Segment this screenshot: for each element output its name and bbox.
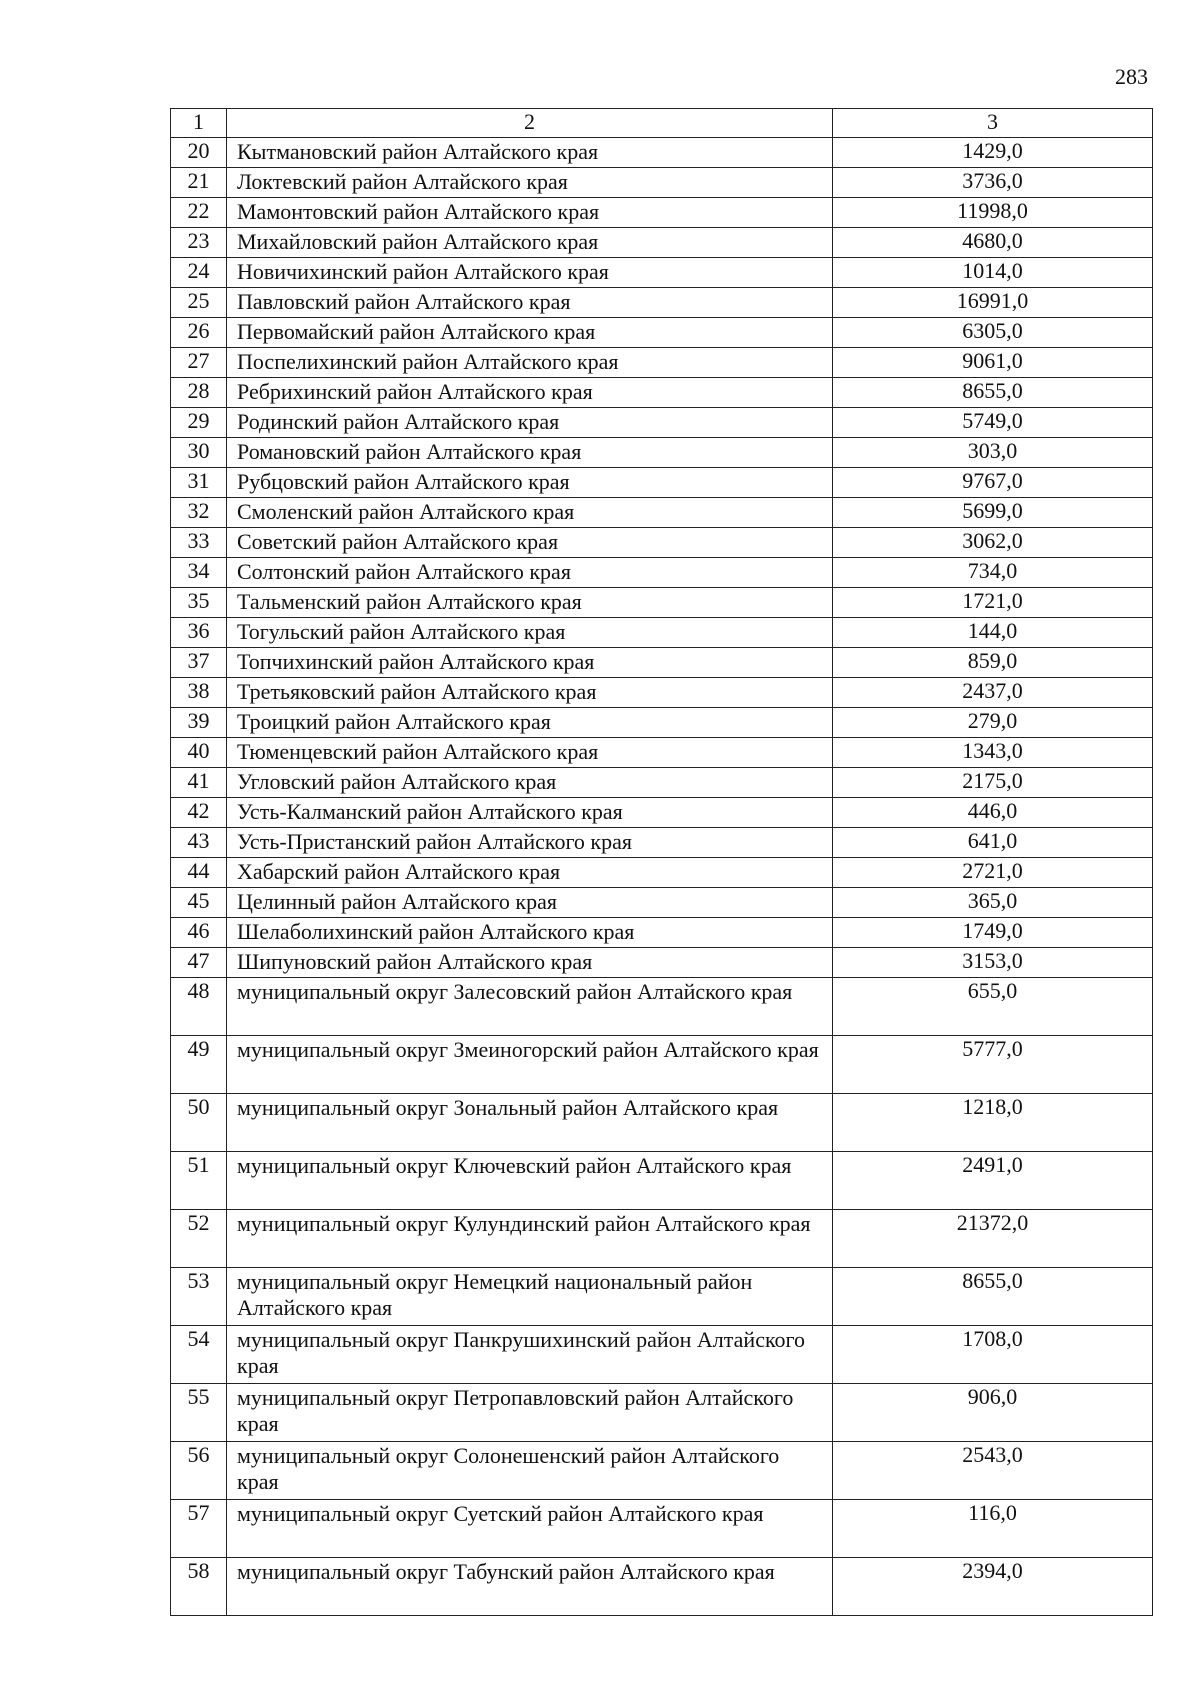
table-row: [171, 678, 1153, 708]
table-row: [171, 258, 1153, 288]
page-number: 283: [1115, 64, 1148, 89]
table-row: [171, 888, 1153, 918]
municipality-name-cell: Советский район Алтайского края: [227, 528, 833, 558]
municipality-name-cell: Шелаболихинский район Алтайского края: [227, 918, 833, 948]
row-number-cell: 30: [171, 438, 227, 468]
municipality-name-cell: Рубцовский район Алтайского края: [227, 468, 833, 498]
row-number-cell: 45: [171, 888, 227, 918]
row-number-cell: 43: [171, 828, 227, 858]
municipality-name-cell: Тальменский район Алтайского края: [227, 588, 833, 618]
value-cell: 4680,0: [833, 228, 1153, 258]
table-row: [171, 1152, 1153, 1210]
table-row: [171, 948, 1153, 978]
municipality-name-cell: муниципальный округ Зональный район Алтайского края: [227, 1094, 833, 1152]
table-row: [171, 828, 1153, 858]
municipality-name-cell: Тюменцевский район Алтайского края: [227, 738, 833, 768]
municipality-name-cell: Третьяковский район Алтайского края: [227, 678, 833, 708]
value-cell: 1749,0: [833, 918, 1153, 948]
row-number-cell: 33: [171, 528, 227, 558]
table-row: [171, 708, 1153, 738]
value-cell: 734,0: [833, 558, 1153, 588]
table-row: [171, 918, 1153, 948]
table-row: [171, 618, 1153, 648]
value-cell: 9767,0: [833, 468, 1153, 498]
value-cell: 2394,0: [833, 1558, 1153, 1616]
value-cell: 1014,0: [833, 258, 1153, 288]
value-cell: 11998,0: [833, 198, 1153, 228]
value-cell: 144,0: [833, 618, 1153, 648]
row-number-cell: 34: [171, 558, 227, 588]
row-number-cell: 31: [171, 468, 227, 498]
municipality-name-cell: Новичихинский район Алтайского края: [227, 258, 833, 288]
table-row: [171, 978, 1153, 1036]
value-cell: 859,0: [833, 648, 1153, 678]
municipality-name-cell: Целинный район Алтайского края: [227, 888, 833, 918]
value-cell: 655,0: [833, 978, 1153, 1036]
table-row: [171, 378, 1153, 408]
table-row: [171, 798, 1153, 828]
value-cell: 2543,0: [833, 1442, 1153, 1500]
table-row: [171, 468, 1153, 498]
municipality-name-cell: муниципальный округ Суетский район Алтайского края: [227, 1500, 833, 1558]
row-number-cell: 49: [171, 1036, 227, 1094]
table-row: [171, 1500, 1153, 1558]
table-header-row: [171, 109, 1153, 138]
value-cell: 3736,0: [833, 168, 1153, 198]
table-row: [171, 558, 1153, 588]
municipality-name-cell: Смоленский район Алтайского края: [227, 498, 833, 528]
value-cell: 641,0: [833, 828, 1153, 858]
table-row: [171, 738, 1153, 768]
value-cell: 279,0: [833, 708, 1153, 738]
table-row: [171, 528, 1153, 558]
row-number-cell: 44: [171, 858, 227, 888]
value-cell: 1708,0: [833, 1326, 1153, 1384]
municipality-name-cell: Тогульский район Алтайского края: [227, 618, 833, 648]
column-header-name: 2: [227, 109, 833, 138]
table-row: [171, 228, 1153, 258]
value-cell: 5749,0: [833, 408, 1153, 438]
municipality-name-cell: муниципальный округ Солонешенский район Алтайского края: [227, 1442, 833, 1500]
municipality-name-cell: муниципальный округ Немецкий национальный район Алтайского края: [227, 1268, 833, 1326]
municipality-name-cell: Усть-Пристанский район Алтайского края: [227, 828, 833, 858]
municipality-name-cell: Родинский район Алтайского края: [227, 408, 833, 438]
row-number-cell: 46: [171, 918, 227, 948]
row-number-cell: 41: [171, 768, 227, 798]
row-number-cell: 42: [171, 798, 227, 828]
row-number-cell: 35: [171, 588, 227, 618]
table-row: [171, 1558, 1153, 1616]
value-cell: 2721,0: [833, 858, 1153, 888]
row-number-cell: 22: [171, 198, 227, 228]
row-number-cell: 54: [171, 1326, 227, 1384]
table-row: [171, 1268, 1153, 1326]
row-number-cell: 28: [171, 378, 227, 408]
value-cell: 21372,0: [833, 1210, 1153, 1268]
table-row: [171, 858, 1153, 888]
value-cell: 446,0: [833, 798, 1153, 828]
row-number-cell: 24: [171, 258, 227, 288]
value-cell: 6305,0: [833, 318, 1153, 348]
municipality-name-cell: Мамонтовский район Алтайского края: [227, 198, 833, 228]
row-number-cell: 37: [171, 648, 227, 678]
value-cell: 3153,0: [833, 948, 1153, 978]
table-body: [171, 138, 1153, 1616]
row-number-cell: 27: [171, 348, 227, 378]
value-cell: 9061,0: [833, 348, 1153, 378]
row-number-cell: 36: [171, 618, 227, 648]
table-row: [171, 348, 1153, 378]
value-cell: 2491,0: [833, 1152, 1153, 1210]
table-row: [171, 768, 1153, 798]
row-number-cell: 55: [171, 1384, 227, 1442]
row-number-cell: 58: [171, 1558, 227, 1616]
municipality-name-cell: Кытмановский район Алтайского края: [227, 138, 833, 168]
municipality-name-cell: Усть-Калманский район Алтайского края: [227, 798, 833, 828]
municipality-name-cell: Хабарский район Алтайского края: [227, 858, 833, 888]
value-cell: 5699,0: [833, 498, 1153, 528]
table-row: [171, 648, 1153, 678]
value-cell: 1343,0: [833, 738, 1153, 768]
row-number-cell: 56: [171, 1442, 227, 1500]
municipality-name-cell: Поспелихинский район Алтайского края: [227, 348, 833, 378]
table-container: [170, 108, 1152, 1616]
municipality-name-cell: муниципальный округ Табунский район Алтайского края: [227, 1558, 833, 1616]
value-cell: 8655,0: [833, 378, 1153, 408]
table-row: [171, 1036, 1153, 1094]
column-header-number: 1: [171, 109, 227, 138]
value-cell: 365,0: [833, 888, 1153, 918]
table-row: [171, 318, 1153, 348]
table-row: [171, 1384, 1153, 1442]
value-cell: 1218,0: [833, 1094, 1153, 1152]
municipality-name-cell: Павловский район Алтайского края: [227, 288, 833, 318]
municipality-name-cell: Первомайский район Алтайского края: [227, 318, 833, 348]
municipality-name-cell: муниципальный округ Залесовский район Алтайского края: [227, 978, 833, 1036]
value-cell: 1429,0: [833, 138, 1153, 168]
municipality-name-cell: муниципальный округ Петропавловский район Алтайского края: [227, 1384, 833, 1442]
row-number-cell: 25: [171, 288, 227, 318]
row-number-cell: 47: [171, 948, 227, 978]
value-cell: 16991,0: [833, 288, 1153, 318]
municipality-name-cell: Топчихинский район Алтайского края: [227, 648, 833, 678]
municipality-name-cell: муниципальный округ Змеиногорский район Алтайского края: [227, 1036, 833, 1094]
data-table: [170, 108, 1153, 1616]
table-row: [171, 408, 1153, 438]
row-number-cell: 38: [171, 678, 227, 708]
row-number-cell: 39: [171, 708, 227, 738]
value-cell: 8655,0: [833, 1268, 1153, 1326]
row-number-cell: 48: [171, 978, 227, 1036]
table-row: [171, 1326, 1153, 1384]
table-row: [171, 1210, 1153, 1268]
municipality-name-cell: Михайловский район Алтайского края: [227, 228, 833, 258]
value-cell: 906,0: [833, 1384, 1153, 1442]
municipality-name-cell: Троицкий район Алтайского края: [227, 708, 833, 738]
row-number-cell: 26: [171, 318, 227, 348]
table-row: [171, 1094, 1153, 1152]
value-cell: 2437,0: [833, 678, 1153, 708]
row-number-cell: 50: [171, 1094, 227, 1152]
value-cell: 1721,0: [833, 588, 1153, 618]
municipality-name-cell: Солтонский район Алтайского края: [227, 558, 833, 588]
row-number-cell: 51: [171, 1152, 227, 1210]
municipality-name-cell: Ребрихинский район Алтайского края: [227, 378, 833, 408]
row-number-cell: 20: [171, 138, 227, 168]
value-cell: 303,0: [833, 438, 1153, 468]
value-cell: 3062,0: [833, 528, 1153, 558]
municipality-name-cell: Угловский район Алтайского края: [227, 768, 833, 798]
table-row: [171, 498, 1153, 528]
row-number-cell: 21: [171, 168, 227, 198]
table-row: [171, 138, 1153, 168]
row-number-cell: 32: [171, 498, 227, 528]
row-number-cell: 52: [171, 1210, 227, 1268]
table-row: [171, 1442, 1153, 1500]
table-row: [171, 198, 1153, 228]
municipality-name-cell: Локтевский район Алтайского края: [227, 168, 833, 198]
table-row: [171, 168, 1153, 198]
row-number-cell: 57: [171, 1500, 227, 1558]
value-cell: 116,0: [833, 1500, 1153, 1558]
value-cell: 5777,0: [833, 1036, 1153, 1094]
municipality-name-cell: муниципальный округ Кулундинский район Алтайского края: [227, 1210, 833, 1268]
value-cell: 2175,0: [833, 768, 1153, 798]
municipality-name-cell: Романовский район Алтайского края: [227, 438, 833, 468]
municipality-name-cell: муниципальный округ Ключевский район Алтайского края: [227, 1152, 833, 1210]
table-row: [171, 288, 1153, 318]
municipality-name-cell: муниципальный округ Панкрушихинский район Алтайского края: [227, 1326, 833, 1384]
row-number-cell: 40: [171, 738, 227, 768]
column-header-value: 3: [833, 109, 1153, 138]
row-number-cell: 29: [171, 408, 227, 438]
table-row: [171, 438, 1153, 468]
table-row: [171, 588, 1153, 618]
row-number-cell: 53: [171, 1268, 227, 1326]
row-number-cell: 23: [171, 228, 227, 258]
municipality-name-cell: Шипуновский район Алтайского края: [227, 948, 833, 978]
